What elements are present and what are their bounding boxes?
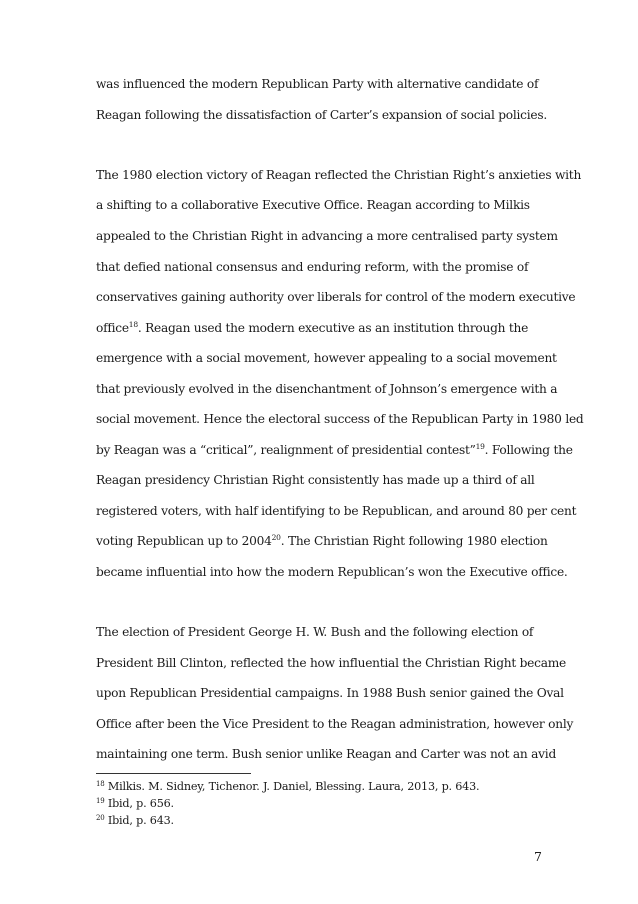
footnote-text: Milkis. M. Sidney, Tichenor. J. Daniel, Blessing. Laura, 2013, p. 643. xyxy=(104,780,480,793)
footnote-18 xyxy=(96,780,479,794)
footnote-text: Ibid, p. 656. xyxy=(104,797,174,810)
body-text-line: maintaining one term. Bush senior unlike Reagan and Carter was not an avid xyxy=(96,747,557,761)
line-text: office xyxy=(96,321,129,335)
body-text-line: was influenced the modern Republican Party with alternative candidate of xyxy=(96,77,539,91)
page-number: 7 xyxy=(534,849,542,864)
footnote-20 xyxy=(96,814,174,828)
body-text-line: appealed to the Christian Right in advancing a more centralised party system xyxy=(96,229,558,243)
body-text-line xyxy=(96,533,548,549)
line-text: by Reagan was a “critical”, realignment of presidential contest” xyxy=(96,443,476,457)
footnote-number: 19 xyxy=(96,797,105,805)
body-text-line: a shifting to a collaborative Executive Office. Reagan according to Milkis xyxy=(96,198,530,212)
footnote-number: 20 xyxy=(96,814,105,822)
footnote-number: 18 xyxy=(96,780,105,788)
body-text-line: Reagan following the dissatisfaction of Carter’s expansion of social policies. xyxy=(96,108,547,122)
footnote-ref-19[interactable]: 19 xyxy=(475,442,485,451)
body-text-line xyxy=(96,320,528,336)
footnote-ref-18[interactable]: 18 xyxy=(128,320,138,329)
footnote-ref-20[interactable]: 20 xyxy=(271,533,281,542)
body-text-line: The election of President George H. W. Bush and the following election of xyxy=(96,625,534,639)
body-text-line: emergence with a social movement, however appealing to a social movement xyxy=(96,351,557,365)
body-text-line: that defied national consensus and enduring reform, with the promise of xyxy=(96,260,529,274)
body-text-line: became influential into how the modern Republican’s won the Executive office. xyxy=(96,565,568,579)
footnote-19 xyxy=(96,797,174,811)
line-text: voting Republican up to 2004 xyxy=(96,534,272,548)
body-text-line: that previously evolved in the disenchantment of Johnson’s emergence with a xyxy=(96,382,558,396)
body-text-line: conservatives gaining authority over liberals for control of the modern executive xyxy=(96,290,576,304)
footnote-separator xyxy=(96,773,251,774)
line-text: . The Christian Right following 1980 election xyxy=(280,534,548,548)
body-text-line: social movement. Hence the electoral success of the Republican Party in 1980 led xyxy=(96,412,584,426)
body-text-line: upon Republican Presidential campaigns. In 1988 Bush senior gained the Oval xyxy=(96,686,564,700)
body-text-line: The 1980 election victory of Reagan reflected the Christian Right’s anxieties with xyxy=(96,168,582,182)
footnote-text: Ibid, p. 643. xyxy=(104,814,174,827)
line-text: . Reagan used the modern executive as an institution through the xyxy=(137,321,529,335)
line-text: . Following the xyxy=(484,443,573,457)
body-text-line: registered voters, with half identifying to be Republican, and around 80 per cent xyxy=(96,504,577,518)
body-text-line xyxy=(96,442,573,458)
body-text-line: Office after been the Vice President to the Reagan administration, however only xyxy=(96,717,574,731)
body-text-line: Reagan presidency Christian Right consistently has made up a third of all xyxy=(96,473,535,487)
body-text-line: President Bill Clinton, reflected the how influential the Christian Right became xyxy=(96,656,566,670)
